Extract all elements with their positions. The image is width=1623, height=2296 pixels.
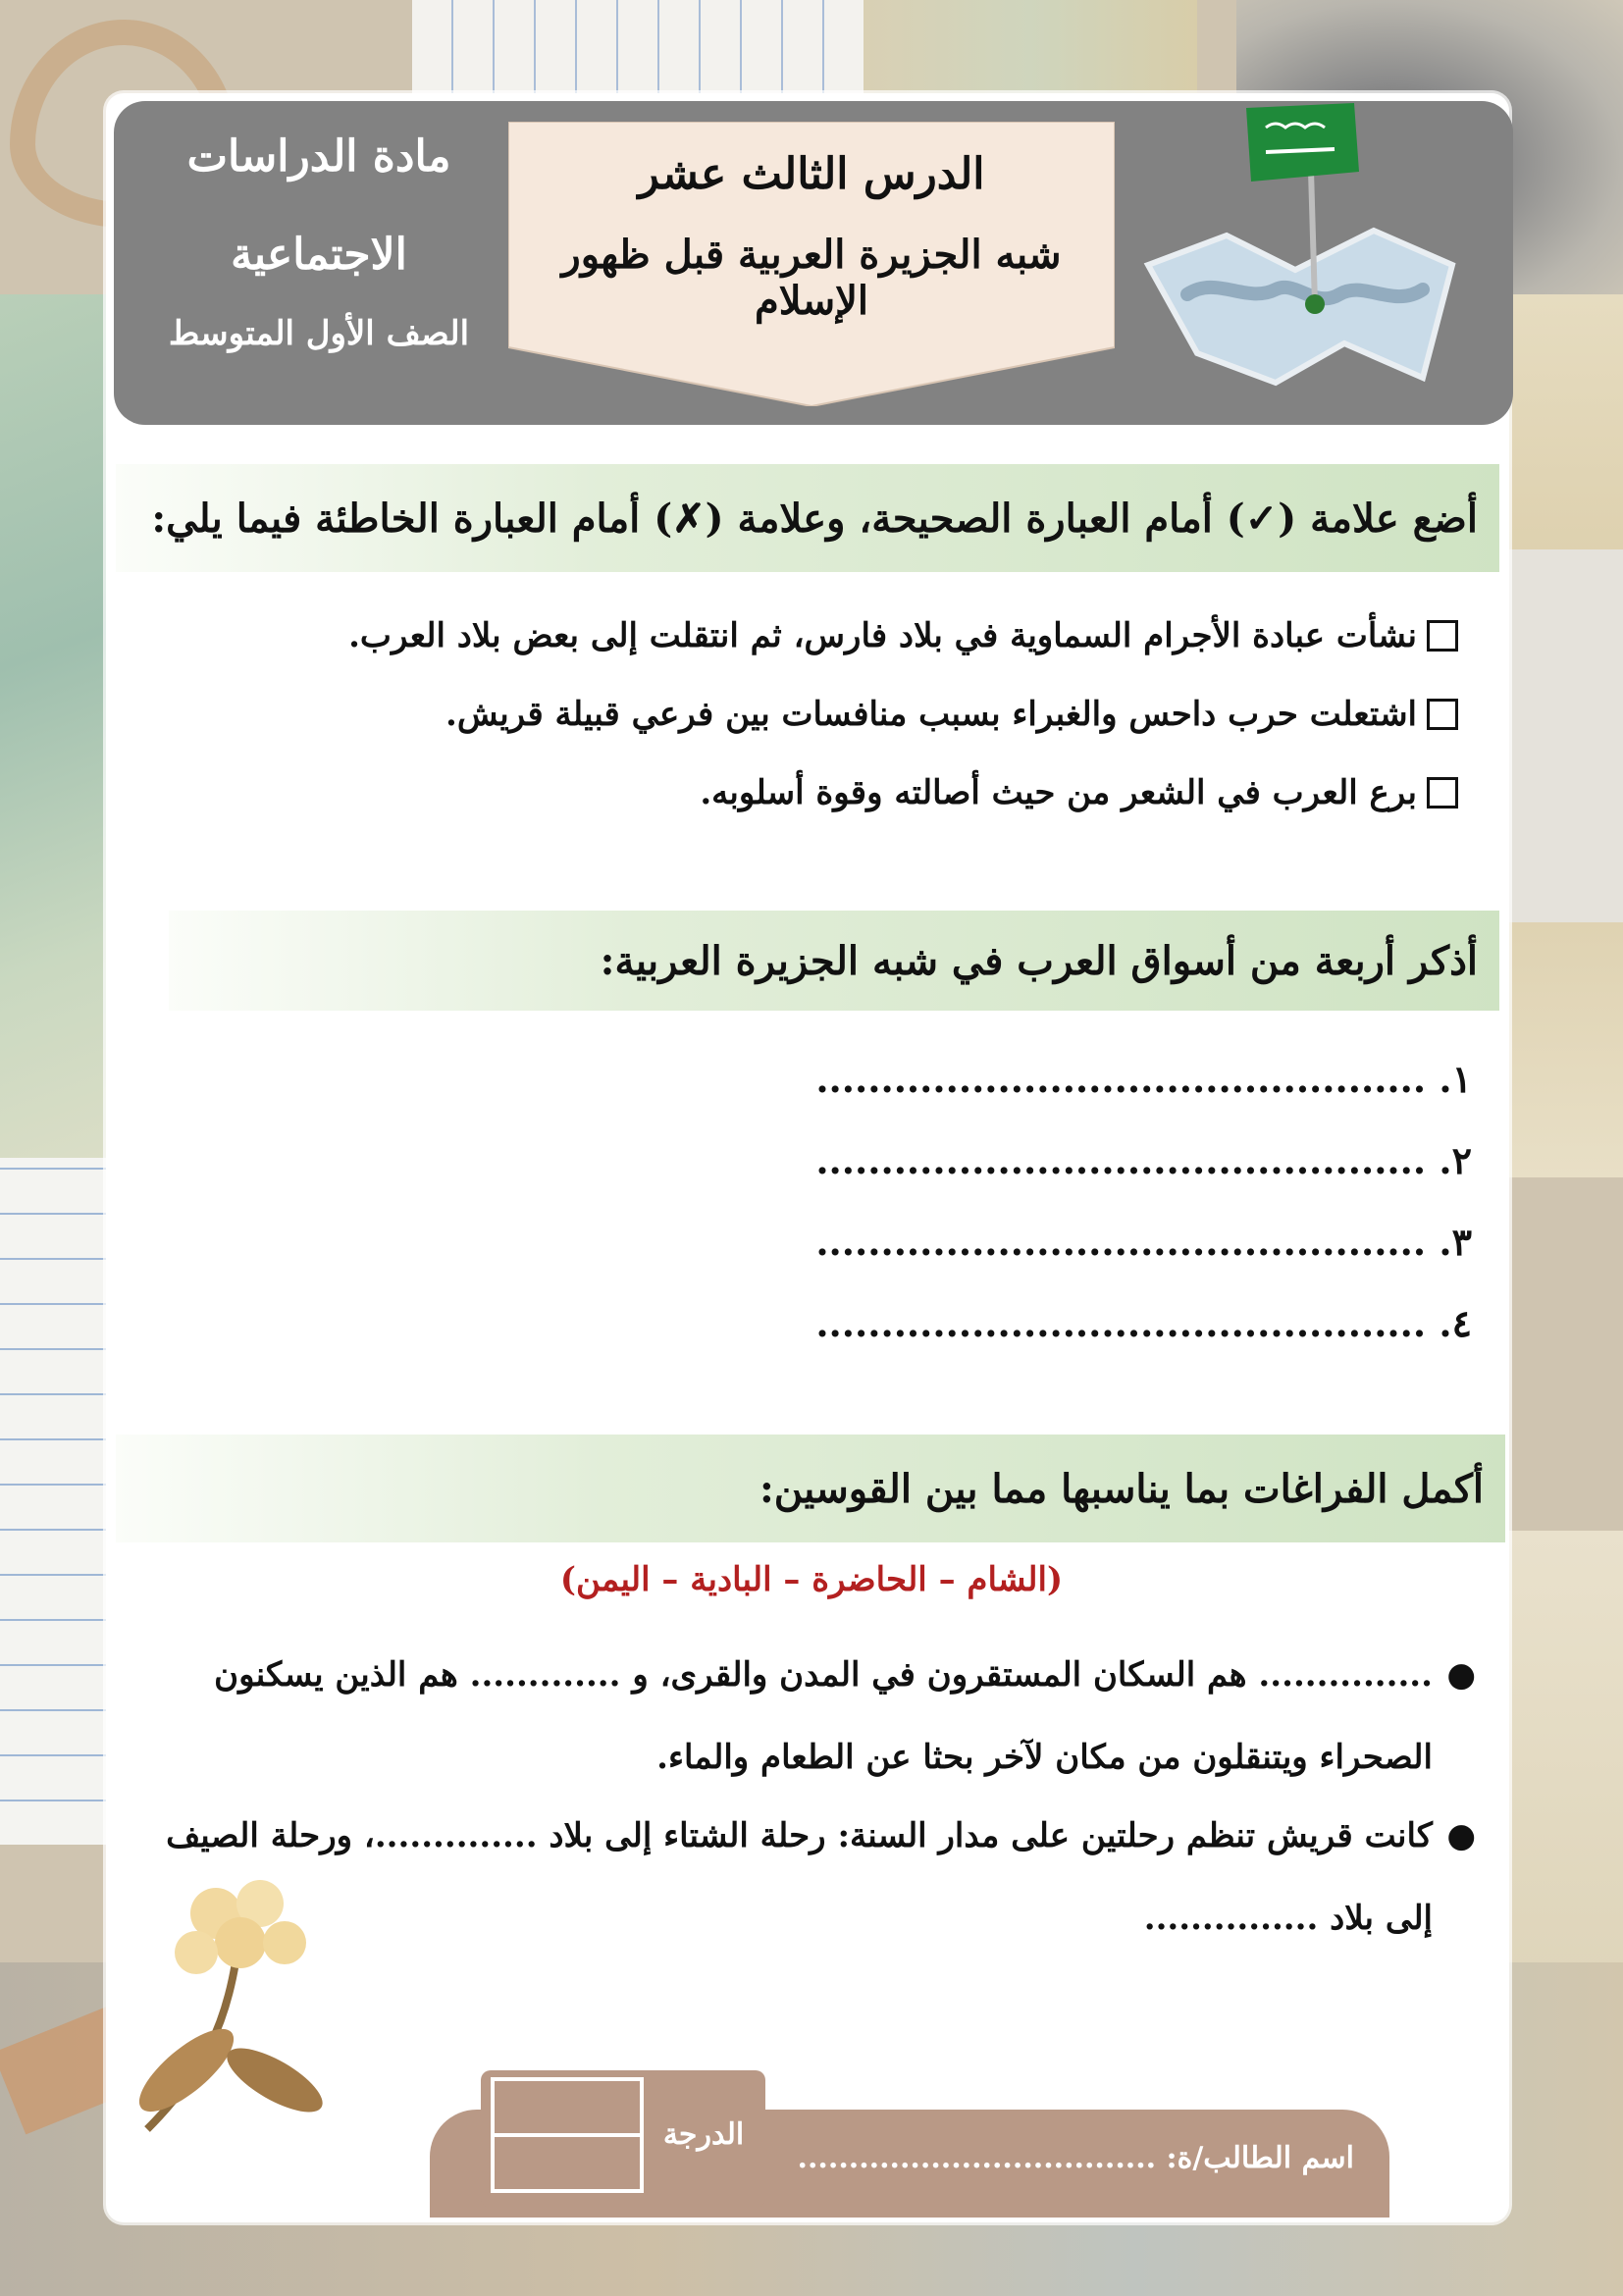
student-name-field[interactable]: اسم الطالب/ة: ................................... — [797, 2141, 1354, 2175]
section-true-false-header — [116, 464, 1499, 572]
lesson-title: شبه الجزيرة العربية قبل ظهور الإسلام — [561, 232, 1062, 324]
subject-block — [147, 128, 491, 353]
true-false-list — [281, 597, 1458, 832]
lesson-card — [508, 122, 1115, 406]
grade-label: الدرجة — [662, 2117, 745, 2152]
bullet-icon: ● — [1446, 1816, 1476, 1855]
list-item — [281, 675, 1458, 754]
checkbox[interactable] — [1427, 620, 1458, 652]
section-fill-blanks-title: أكمل الفراغات بما يناسبها مما بين القوسين: — [759, 1465, 1484, 1512]
map-flag-icon — [1128, 98, 1511, 412]
section-markets-title: أذكر أربعة من أسواق العرب في شبه الجزيرة العربية: — [600, 937, 1478, 984]
grade-label: الصف الأول المتوسط — [168, 314, 470, 353]
lesson-number: الدرس الثالث عشر — [638, 149, 985, 199]
checkbox[interactable] — [1427, 777, 1458, 809]
subject-line2: الاجتماعية — [231, 230, 407, 280]
bullet-icon: ● — [1446, 1655, 1476, 1695]
grade-divider — [491, 2133, 644, 2137]
answer-line[interactable]: ١. ............................................... — [815, 1057, 1472, 1101]
subject-line1: مادة الدراسات — [186, 131, 451, 182]
answer-line[interactable]: ٤. ............................................... — [815, 1301, 1472, 1345]
section-markets-header — [169, 911, 1499, 1011]
list-item — [281, 597, 1458, 675]
background-lined-paper-top — [412, 0, 903, 108]
answer-line[interactable]: ٢. ............................................... — [815, 1138, 1472, 1182]
statement-text: برع العرب في الشعر من حيث أصالته وقوة أسلوبه. — [700, 773, 1417, 812]
markets-answer-list — [815, 1050, 1472, 1376]
statement-text: نشأت عبادة الأجرام السماوية في بلاد فارس، ثم انتقلت إلى بعض بلاد العرب. — [348, 616, 1417, 655]
word-bank: (الشام – الحاضرة – البادية – اليمن) — [559, 1560, 1064, 1599]
statement-text: اشتعلت حرب داحس والغبراء بسبب منافسات بين فرعي قبيلة قريش. — [445, 695, 1417, 734]
section-fill-blanks-header — [116, 1435, 1505, 1542]
flower-decoration — [88, 1845, 383, 2139]
list-item — [281, 754, 1458, 832]
background-map-top — [864, 0, 1197, 108]
fill-blank-sentence[interactable]: ............... هم السكان المستقرون في المدن والقرى، و ............. هم الذين يسكنون الصحراء ويتنقلون من مكان لآخر بحثا عن الطعام والماء. — [214, 1655, 1433, 1777]
fill-blank-sentence[interactable]: كانت قريش تنظم رحلتين على مدار السنة: رحلة الشتاء إلى بلاد ..............، ورحلة الصيف إلى بلاد ............... — [166, 1816, 1433, 1938]
answer-line[interactable]: ٣. ............................................... — [815, 1220, 1472, 1264]
checkbox[interactable] — [1427, 699, 1458, 730]
list-item — [131, 1634, 1476, 1799]
section-true-false-title: أضع علامة (✓) أمام العبارة الصحيحة، وعلامة (✗) أمام العبارة الخاطئة فيما يلي: — [151, 495, 1478, 542]
